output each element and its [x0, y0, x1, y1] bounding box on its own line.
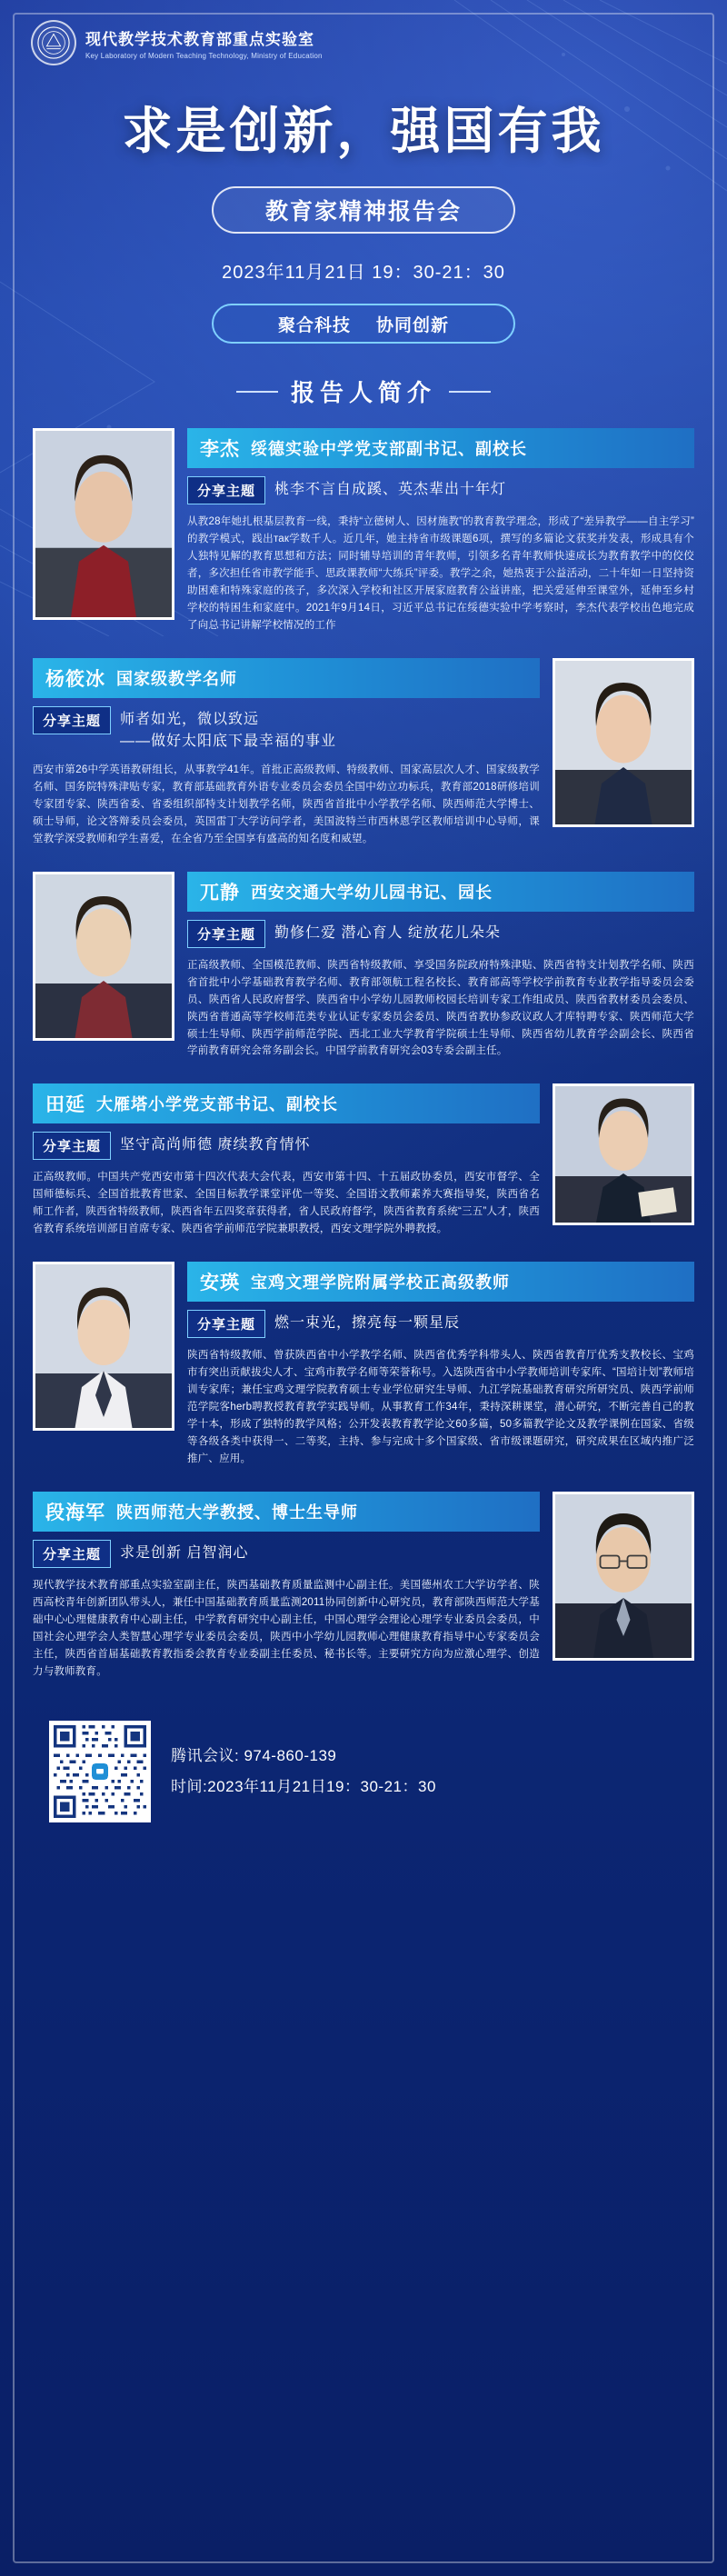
speaker-name: 杨筱冰 [45, 668, 105, 690]
speaker-name: 段海军 [45, 1503, 105, 1524]
topic-label: 分享主题 [187, 476, 265, 504]
speaker-name-bar [33, 658, 540, 698]
speaker-bio: 正高级教师。中国共产党西安市第十四次代表大会代表，西安市第十四、十五届政协委员，西安市督学、全国师德标兵、全国首批教育世家、全国目标教学课堂评优一等奖、全国语文教师素养大赛指导奖，陕西省名师工作者，陕西省特级教师，陕西省年五四奖章获得者，省人民政府督学，陕西省教育系统“三五”人才，陕西省教育系统培训部目首席专家、陕西省学前师范学院兼职教授，西安文理学院外聘教授。 [33, 1172, 540, 1235]
speaker-name-bar [187, 872, 694, 912]
main-title: 求是创新，强国有我 [122, 104, 605, 159]
slogan-left: 聚合科技 [277, 315, 351, 335]
speaker-name: 兀静 [200, 882, 240, 904]
speaker-bio: 正高级教师、全国模范教师、陕西省特级教师、享受国务院政府特殊津贴、陕西省特支计划教学名师、陕西省首批中小学基础教育教学名师、教育部领航工程名校长、教育部高等学校学前教育专业教学指导委员会委员、陕西省人民政府督学、陕西省中小学幼儿园教师校园长培训专家工作组成员、陕西省教材委员会委员、陕西省普通高等学校师范类专业认证专家委员会委员、陕西省教协参政议政人才库特聘专家、陕西师范大学硕士生导师、陕西学前师范学院、西北工业大学教育学院硕士生导师、陕西省幼儿教育学会副会长、陕西省学前教育研究会常务副会长。中国学前教育研究会03专委会副主任。 [187, 959, 694, 1057]
event-datetime: 2023年11月21日 19：30-21：30 [222, 263, 505, 283]
speaker-card [33, 428, 694, 634]
speaker-photo [33, 428, 174, 620]
section-heading-text: 报告人简介 [290, 379, 436, 406]
portrait-icon [35, 1264, 172, 1428]
speaker-name: 田延 [45, 1094, 85, 1116]
speaker-bio: 陕西省特级教师、曾获陕西省中小学教学名师、陕西省优秀学科带头人、陕西省教育厅优秀支教校长、宝鸡市有突出贡献拔尖人才、宝鸡市教学名师等荣誉称号。入选陕西省中小学教师培训专家库、“国培计划”教师培训专家库；兼任宝鸡文理学院教育硕士专业学位研究生导师、九江学院基础教育研究所研究员、陕西学前师范学院客herb聘教授教育教学实践导师。从事教育工作34年，秉持深耕课堂，潜心研究，不断完善自己的教学十本，形成了独特的教学风格；公开发表教育教学论文60多篇，50多篇教学论文及教学课例在国家、省级等各级各类中获得一、二等奖，主持、参与完成十多个国家级、省市级课题研究，研究成果在区域内推广泛推广、应用。 [187, 1350, 694, 1465]
speaker-info [187, 872, 694, 1061]
speaker-bio: 西安市第26中学英语教研组长，从事教学41年。首批正高级教师、特级教师、国家高层次人才、国家级教学名师、国务院特殊津贴专家，教育部基础教育外语专业委员会委员全国中幼立功标兵，教育部2018研修培训专家团专家、陕西省委、省委组织部特支计划教学名师，陕西省首批中小学教学名师、陕西师范大学博士、硕士导师，论文答辩委员会委员，英国雷丁大学访问学者，美国波特兰市西林恩学区教师培训中心导师，课堂教学深受教师和学生喜爱，在全省乃至全国享有盛高的知名度和威望。 [33, 764, 540, 844]
speaker-title: 绥德实验中学党支部副书记、副校长 [251, 440, 527, 458]
slogan-right: 协同创新 [376, 315, 450, 335]
footer [9, 1704, 718, 1822]
topic-text: 桃李不言自成蹊、英杰辈出十年灯 [274, 482, 507, 497]
speaker-title: 陕西师范大学教授、博士生导师 [116, 1503, 358, 1523]
heading-rule-left [236, 391, 278, 393]
lab-logo-icon [31, 20, 76, 65]
topic-label: 分享主题 [33, 706, 111, 734]
topic-label: 分享主题 [33, 1132, 111, 1160]
speaker-info [33, 1083, 540, 1238]
speaker-bio: 从教28年她扎根基层教育一线，秉持“立德树人、因材施教”的教育教学理念，形成了“差异教学——自主学习”的教学模式，践出так学数千人。近几年，她主持省市级课题6项，撰写的多篇论文获奖并发表，形成具有个人独特见解的教育思想和方法；同时辅导培训的青年教师，引领多名青年教师快速成长为教育教学中的佼佼者，多次担任省市教学能手、思政课教师“大练兵”评委。教学之余，她热衷于公益活动，二十年如一日坚持资助困难和特殊家庭的孩子，多次深入学校和社区开展家庭教育公益讲座，把关爱延伸至课堂外，延伸至乡村学校的特困生和家庭中。2021年9月14日，习近平总书记在绥德实验中学考察时，李杰代表学校出色地完成了向总书记讲解学校情况的工作 [187, 516, 694, 631]
speaker-title: 国家级教学名师 [116, 669, 237, 688]
topic-line-1: 师者如光，微以致远 [120, 711, 260, 727]
meeting-id: 腾讯会议: 974-860-139 [171, 1746, 337, 1764]
portrait-icon [555, 1086, 692, 1223]
topic-label: 分享主题 [187, 1310, 265, 1338]
emblem-icon [36, 25, 71, 60]
topic-label: 分享主题 [33, 1540, 111, 1568]
speaker-name-bar [187, 1262, 694, 1302]
qr-code[interactable] [49, 1721, 151, 1822]
speaker-name-bar [187, 428, 694, 468]
speaker-photo [33, 872, 174, 1041]
section-heading [9, 374, 718, 408]
speaker-name: 安瑛 [200, 1273, 240, 1294]
speaker-bio: 现代教学技术教育部重点实验室副主任，陕西基础教育质量监测中心副主任。美国德州农工大学访学者、陕西高校青年创新团队带头人，兼任中国基础教育质量监测2011协同创新中心研究员，教育部陕西师范大学基础中心心理健康教育中心副主任，中学教育研究中心副主任，中国心理学会理论心理学专业委员会委员，中国社会心理学会人类智慧心理学专业委员会委员，陕西中小学幼儿园教师心理健康教育指导中心专家委员会主任，陕西省首届基础教育教指委会教育专业委副主任委员、秘书长等。主要研究方向为应激心理学、创造力与教师教育。 [33, 1580, 540, 1677]
speaker-name-bar [33, 1083, 540, 1123]
topic-label: 分享主题 [187, 920, 265, 948]
lab-name-cn: 现代教学技术教育部重点实验室 [85, 30, 314, 48]
topic-text: 求是创新 启智润心 [120, 1545, 249, 1562]
speaker-info [187, 428, 694, 634]
speaker-info [187, 1262, 694, 1468]
speaker-topic-row [187, 920, 694, 948]
speaker-name: 李杰 [200, 439, 240, 460]
speaker-topic-row [187, 476, 694, 504]
speaker-title: 宝鸡文理学院附属学校正高级教师 [251, 1273, 510, 1293]
speaker-name-bar [33, 1492, 540, 1532]
lab-header [9, 9, 718, 65]
footer-text-group [171, 1741, 436, 1802]
speaker-card [33, 1262, 694, 1468]
topic-text [120, 706, 336, 753]
subtitle-text: 教育家精神报告会 [264, 199, 462, 225]
speaker-card [33, 872, 694, 1061]
speaker-topic-row [187, 1310, 694, 1338]
speaker-photo [553, 658, 694, 827]
speaker-info [33, 658, 540, 848]
speaker-photo [33, 1262, 174, 1431]
topic-text: 坚守高尚师德 赓续教育情怀 [120, 1137, 311, 1153]
speaker-card [33, 1083, 694, 1238]
speaker-photo [553, 1083, 694, 1225]
slogan-pill [212, 304, 515, 344]
topic-text: 勤修仁爱 潜心育人 绽放花儿朵朵 [274, 924, 501, 941]
subtitle-pill [212, 186, 515, 234]
meeting-time: 时间:2023年11月21日19：30-21：30 [171, 1777, 436, 1795]
speaker-list [9, 428, 718, 1681]
lab-name-group [85, 26, 323, 60]
heading-rule-right [449, 391, 491, 393]
qr-code-icon [54, 1725, 146, 1818]
topic-line-2: ——做好太阳底下最幸福的事业 [120, 733, 337, 749]
speaker-title: 西安交通大学幼儿园书记、园长 [251, 883, 493, 902]
portrait-icon [555, 661, 692, 824]
speaker-info [33, 1492, 540, 1681]
topic-text: 燃一束光，擦亮每一颗星辰 [274, 1315, 461, 1332]
lab-name-en: Key Laboratory of Modern Teaching Technology, Ministry of Education [85, 51, 323, 60]
speaker-topic-row [33, 1540, 540, 1568]
speaker-topic-row [33, 706, 540, 753]
speaker-photo [553, 1492, 694, 1661]
speaker-title: 大雁塔小学党支部书记、副校长 [96, 1095, 338, 1114]
speaker-card [33, 1492, 694, 1681]
speaker-topic-row [33, 1132, 540, 1160]
speaker-card [33, 658, 694, 848]
portrait-icon [35, 874, 172, 1038]
portrait-icon [555, 1494, 692, 1658]
portrait-icon [35, 431, 172, 617]
